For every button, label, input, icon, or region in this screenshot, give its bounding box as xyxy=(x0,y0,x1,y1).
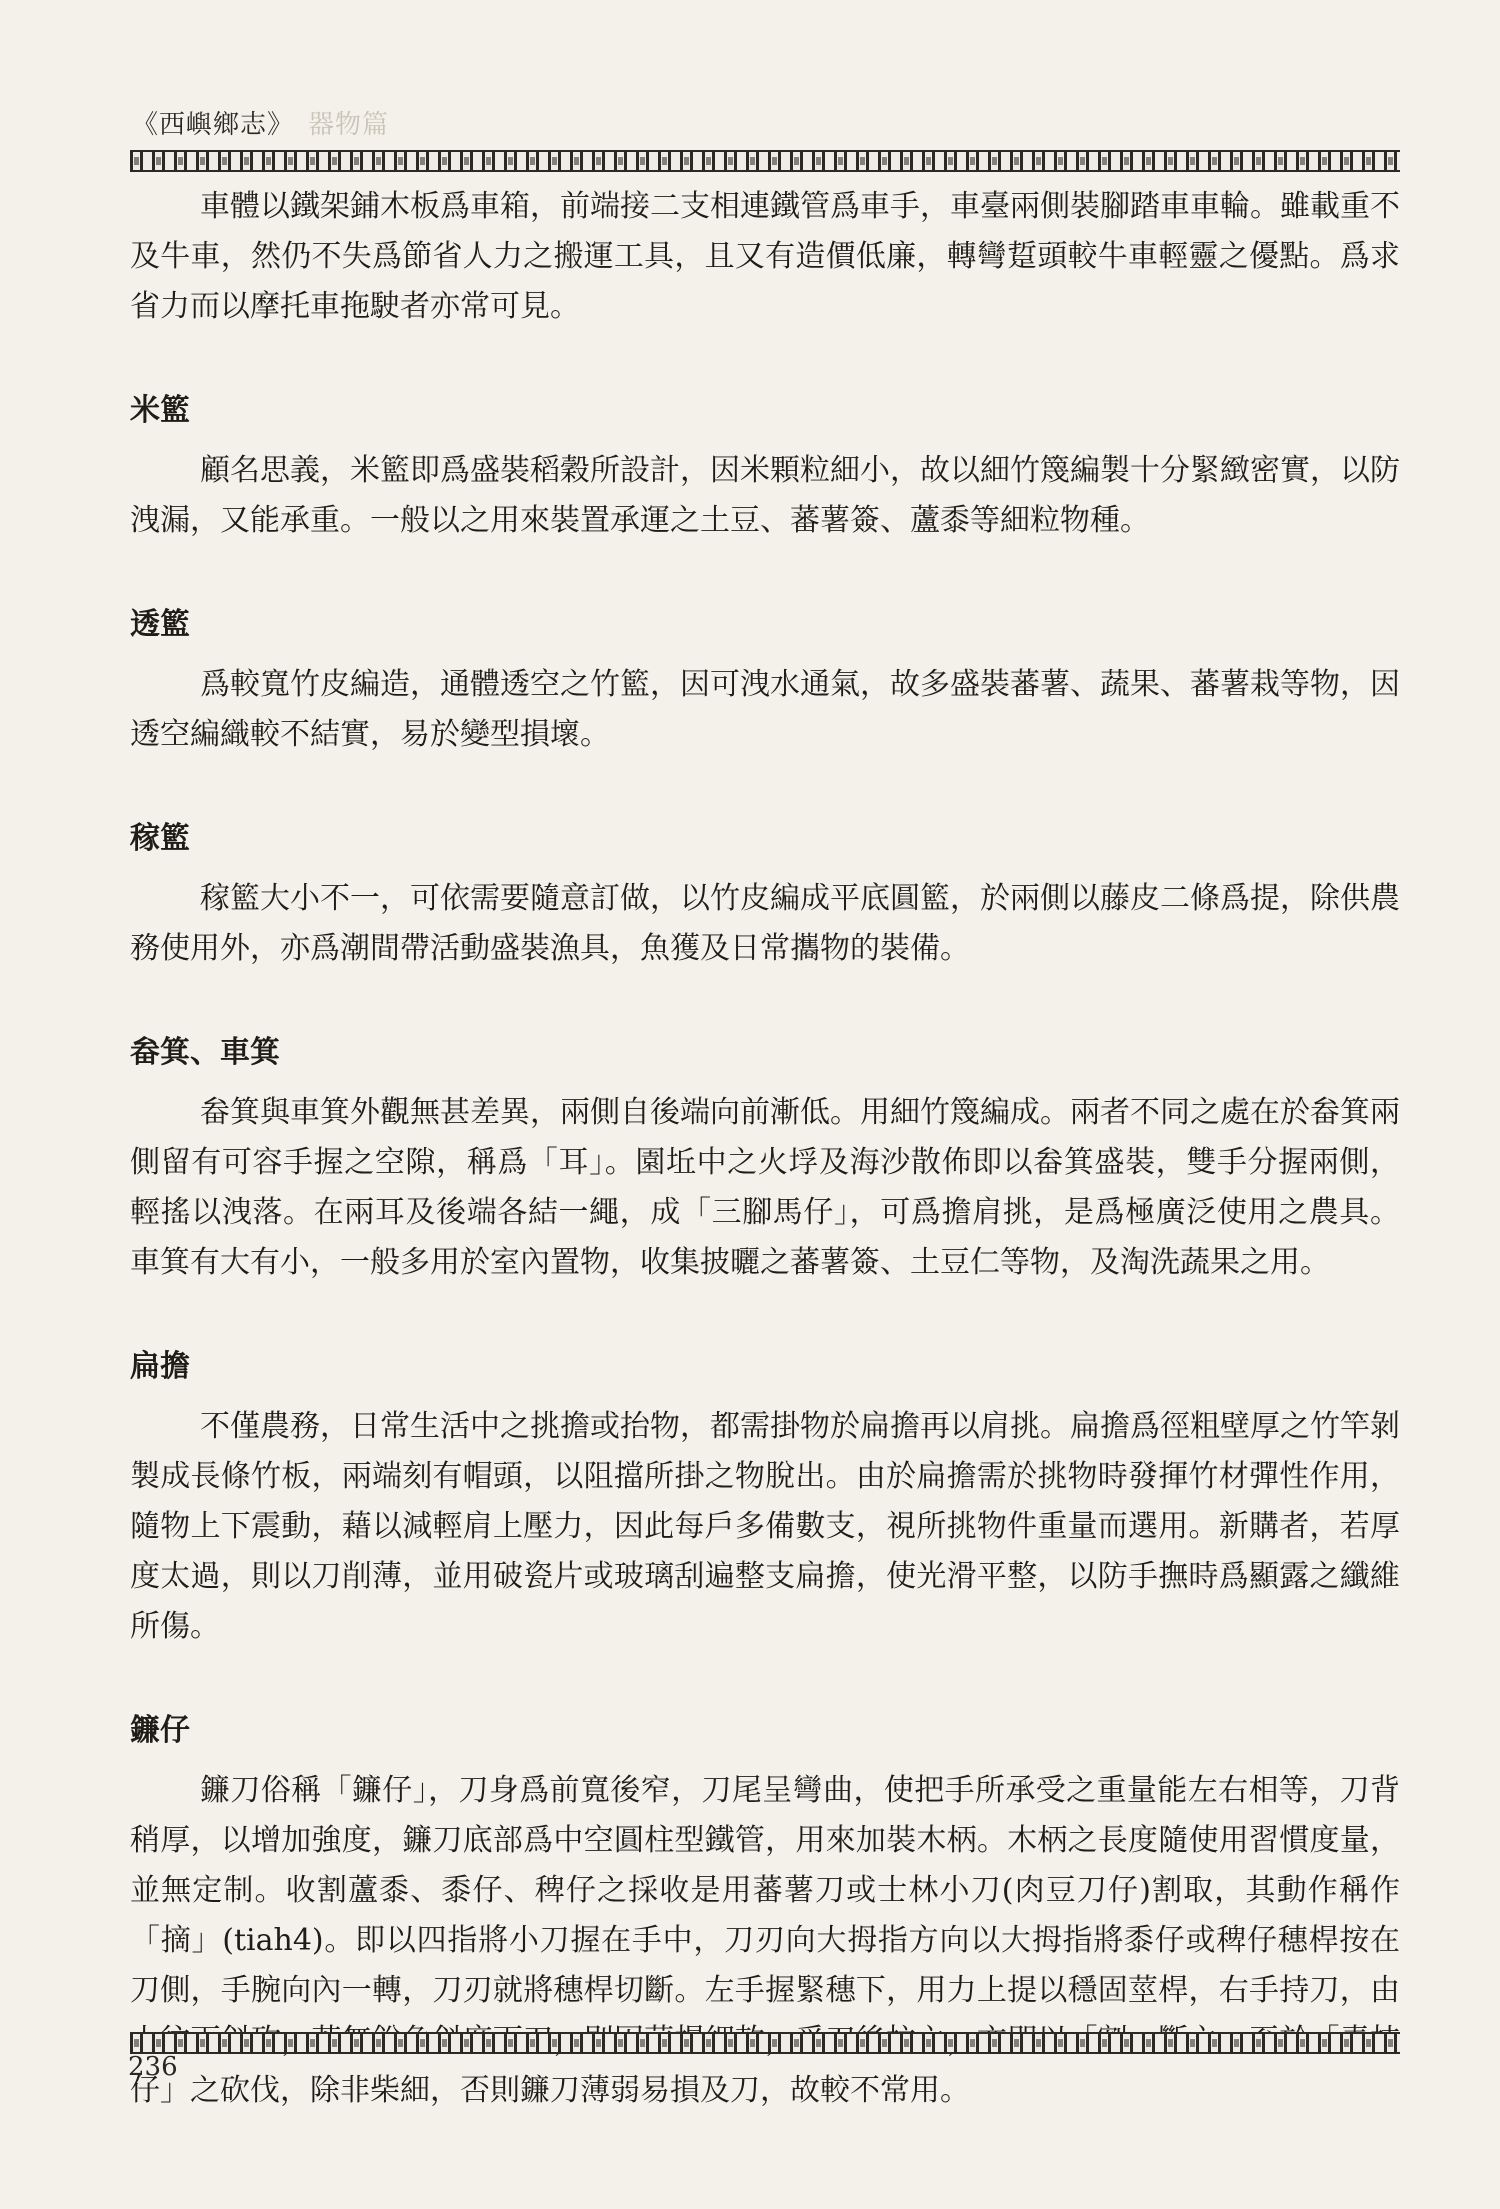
section-text-jia-lan: 稼籃大小不一，可依需要隨意訂做，以竹皮編成平底圓籃，於兩側以藤皮二條爲提，除供農務使用外，亦爲潮間帶活動盛裝漁具，魚獲及日常攜物的裝備。 xyxy=(130,881,1400,966)
decorative-border-top xyxy=(130,150,1400,172)
section-text-ben-ji: 畚箕與車箕外觀無甚差異，兩側自後端向前漸低。用細竹篾編成。兩者不同之處在於畚箕兩側留有可容手握之空隙，稱爲「耳」。園坵中之火垺及海沙散佈即以畚箕盛裝，雙手分握兩側，輕搖以洩落。在兩耳及後端各結一繩，成「三腳馬仔」，可爲擔肩挑，是爲極廣泛使用之農具。車箕有大有小，一般多用於室內置物，收集披曬之蕃薯簽、土豆仁等物，及淘洗蔬果之用。 xyxy=(130,1095,1400,1280)
decorative-border-bottom xyxy=(130,2032,1400,2054)
section-heading-tou-lan: 透籃 xyxy=(130,607,190,642)
section-heading-bian-dan: 扁擔 xyxy=(130,1349,190,1384)
book-title: 《西嶼鄉志》 xyxy=(132,110,295,140)
page-body xyxy=(130,182,1400,2116)
section-text-mi-lan: 顧名思義，米籃即爲盛裝稻穀所設計，因米顆粒細小，故以細竹篾編製十分緊緻密實，以防洩漏，又能承重。一般以之用來裝置承運之土豆、蕃薯簽、蘆黍等細粒物種。 xyxy=(130,453,1400,538)
section-text-bian-dan: 不僅農務，日常生活中之挑擔或抬物，都需掛物於扁擔再以肩挑。扁擔爲徑粗壁厚之竹竿剝製成長條竹板，兩端刻有帽頭，以阻擋所掛之物脫出。由於扁擔需於挑物時發揮竹材彈性作用，隨物上下震動，藉以減輕肩上壓力，因此每戶多備數支，視所挑物件重量而選用。新購者，若厚度太過，則以刀削薄，並用破瓷片或玻璃刮遍整支扁擔，使光滑平整，以防手撫時爲顯露之纖維所傷。 xyxy=(130,1409,1400,1644)
intro-paragraph: 車體以鐵架鋪木板爲車箱，前端接二支相連鐵管爲車手，車臺兩側裝腳踏車車輪。雖載重不及牛車，然仍不失爲節省人力之搬運工具，且又有造價低廉，轉彎踅頭較牛車輕靈之優點。爲求省力而以摩托車拖駛者亦常可見。 xyxy=(130,189,1400,324)
section-heading-lian-zai: 鐮仔 xyxy=(130,1713,190,1748)
section-heading-ben-ji: 畚箕、車箕 xyxy=(130,1035,280,1070)
page-number: 236 xyxy=(128,2052,178,2082)
section-text-lian-zai: 鐮刀俗稱「鐮仔」，刀身爲前寬後窄，刀尾呈彎曲，使把手所承受之重量能左右相等，刀背稍厚，以增加強度，鐮刀底部爲中空圓柱型鐵管，用來加裝木柄。木柄之長度隨使用習慣度量，並無定制。收割蘆黍、黍仔、稗仔之採收是用蕃薯刀或士林小刀(肉豆刀仔)割取，其動作稱作「摘」(tiah4)。即以四指將小刀握在手中，刀刃向大拇指方向以大拇指將黍仔或稗仔穗桿按在刀側，手腕向內一轉，刀刃就將穗桿切斷。左手握緊穗下，用力上提以穩固莖桿，右手持刀，由 仔」之砍伐，除非柴細，否則鐮刀薄弱易損及刀，故較不常用。 xyxy=(130,1773,1400,2108)
faded-chapter-text: 器物篇 xyxy=(308,110,390,140)
section-heading-jia-lan: 稼籃 xyxy=(130,821,190,856)
section-heading-mi-lan: 米籃 xyxy=(130,393,190,428)
running-head xyxy=(132,104,389,141)
section-text-tou-lan: 爲較寬竹皮編造，通體透空之竹籃，因可洩水通氣，故多盛裝蕃薯、蔬果、蕃薯栽等物，因透空編織較不結實，易於變型損壞。 xyxy=(130,667,1400,752)
